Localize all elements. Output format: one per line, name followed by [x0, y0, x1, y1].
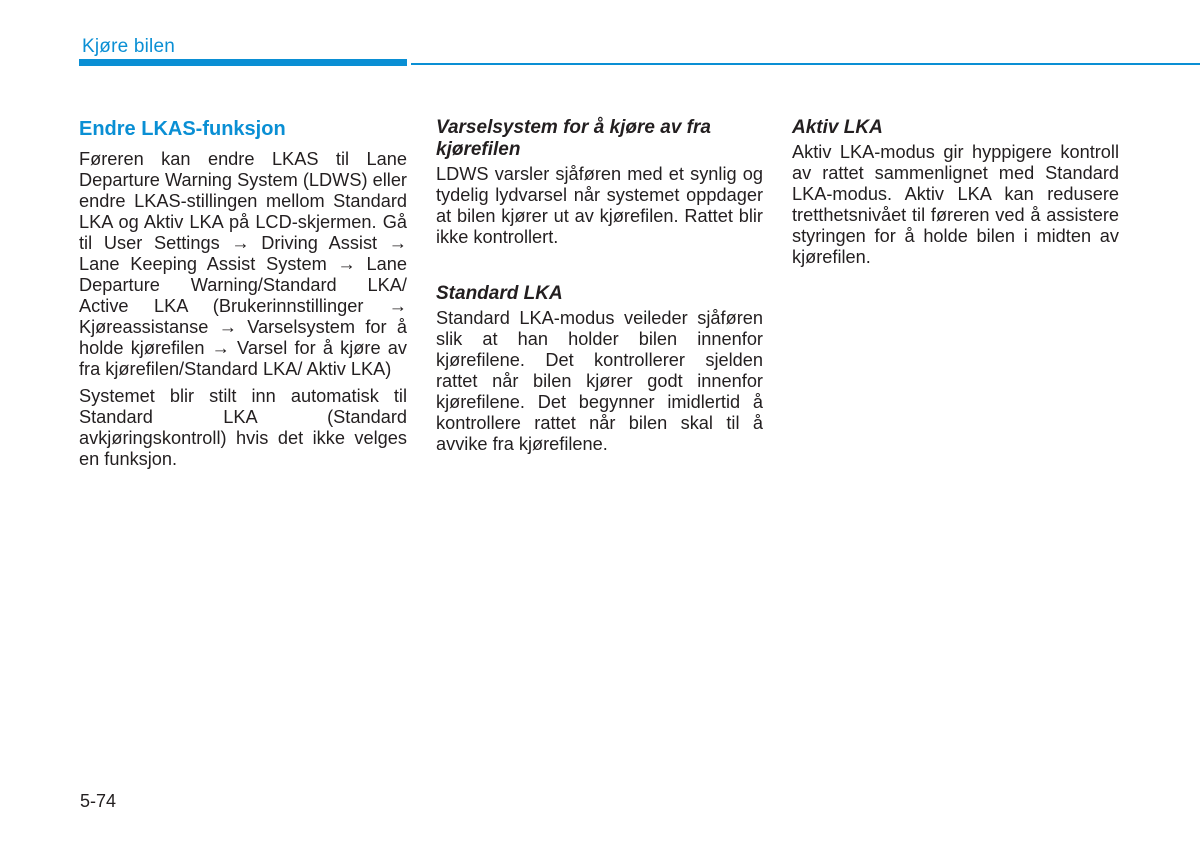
header-rule: [411, 63, 1200, 65]
paragraph-default-setting: Systemet blir stilt inn automatisk til Standard LKA (Standard avkjøringskontroll) hvis det ikke velges en funksjon.: [79, 386, 407, 469]
paragraph-ldws: LDWS varsler sjåføren med et synlig og tydelig lydvarsel når systemet oppdager at bilen kjører ut av kjørefilen. Rattet blir ikke kontrollert.: [436, 164, 763, 247]
heading-aktiv-lka: Aktiv LKA: [792, 117, 883, 138]
paragraph-change-lkas: Føreren kan endre LKAS til Lane Departure Warning System (LDWS) eller endre LKAS-stillingen mellom Standard LKA og Aktiv LKA på LCD-skjermen. Gå til User Settings → Driving Assist → Lane Keeping Assist System → Lane Departure Warning/Standard LKA/ Active LKA (Brukerinnstillinger → Kjøreassistanse → Varselsystem for å holde kjørefilen → Varsel for å kjøre av fra kjørefilen/Standard LKA/ Aktiv LKA): [79, 149, 407, 379]
heading-ldws: Varselsystem for å kjøre av fra kjørefilen: [436, 117, 711, 160]
heading-endre-lkas: Endre LKAS-funksjon: [79, 118, 286, 140]
header-accent-bar: [79, 59, 407, 66]
page-number: 5-74: [80, 791, 117, 811]
section-title: Kjøre bilen: [82, 36, 176, 57]
middle-column: [436, 117, 763, 461]
paragraph-standard-lka: Standard LKA-modus veileder sjåføren slik at han holder bilen innenfor kjørefilene. Det kontrollerer sjelden rattet når bilen kjører godt innenfor kjørefilene. Det begynner imidlertid å kontrollere rattet når bilen skal til å avvike fra kjørefilene.: [436, 308, 763, 454]
heading-standard-lka: Standard LKA: [436, 283, 563, 304]
left-column: [79, 117, 407, 476]
paragraph-aktiv-lka: Aktiv LKA-modus gir hyppigere kontroll av rattet sammenlignet med Standard LKA-modus. Aktiv LKA kan redusere tretthetsnivået til føreren ved å assistere styringen for å holde bilen i midten av kjørefilen.: [792, 142, 1119, 267]
right-column: [792, 117, 1119, 274]
